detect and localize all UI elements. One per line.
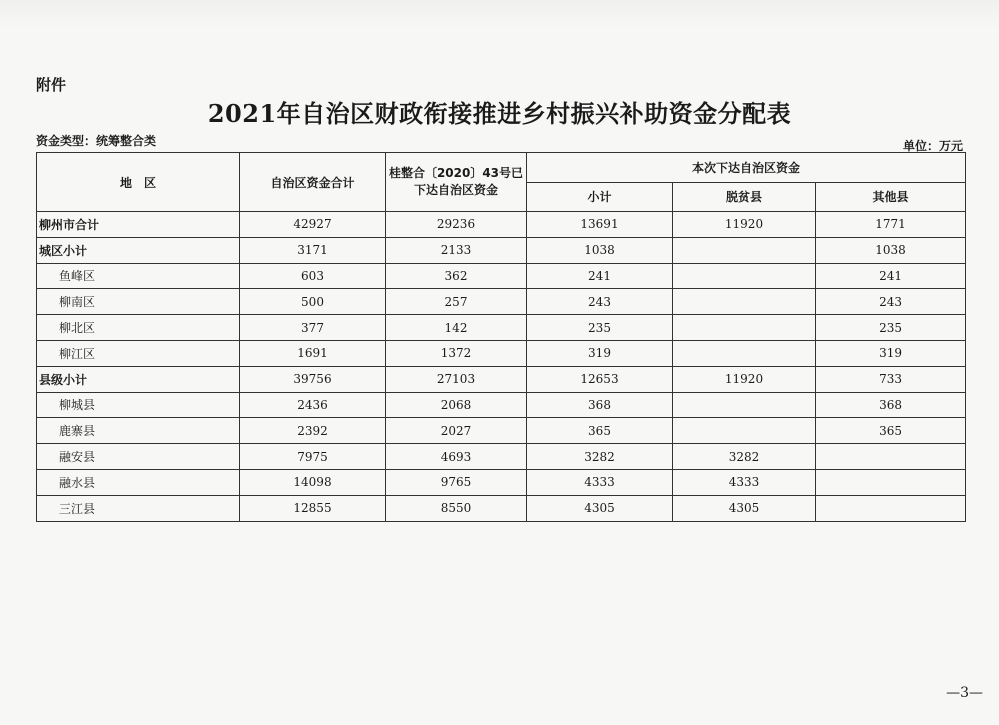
cell-area: 柳南区 (37, 289, 240, 315)
cell-poverty (673, 315, 816, 341)
cell-issued: 2133 (386, 237, 527, 263)
cell-subtotal: 4333 (527, 469, 673, 495)
cell-total: 12855 (240, 495, 386, 521)
cell-poverty: 11920 (673, 366, 816, 392)
cell-issued: 2027 (386, 418, 527, 444)
cell-area: 鱼峰区 (37, 263, 240, 289)
allocation-table (36, 152, 966, 522)
cell-total: 39756 (240, 366, 386, 392)
cell-subtotal: 235 (527, 315, 673, 341)
cell-issued: 27103 (386, 366, 527, 392)
cell-total: 14098 (240, 469, 386, 495)
cell-subtotal: 368 (527, 392, 673, 418)
table-row (37, 392, 966, 418)
cell-area: 鹿寨县 (37, 418, 240, 444)
cell-other (816, 444, 966, 470)
table-row (37, 315, 966, 341)
cell-total: 2392 (240, 418, 386, 444)
cell-poverty (673, 418, 816, 444)
cell-area: 柳州市合计 (37, 212, 240, 238)
header-subtotal: 小计 (527, 182, 673, 212)
cell-total: 3171 (240, 237, 386, 263)
cell-area: 柳城县 (37, 392, 240, 418)
cell-area: 融水县 (37, 469, 240, 495)
cell-total: 377 (240, 315, 386, 341)
header-total: 自治区资金合计 (240, 153, 386, 212)
cell-total: 42927 (240, 212, 386, 238)
unit-label: 单位：万元 (902, 139, 963, 153)
cell-area: 柳江区 (37, 340, 240, 366)
cell-subtotal: 13691 (527, 212, 673, 238)
cell-issued: 1372 (386, 340, 527, 366)
cell-area: 城区小计 (37, 237, 240, 263)
table-row (37, 366, 966, 392)
table-row (37, 212, 966, 238)
header-issued: 桂整合〔2020〕43号已下达自治区资金 (386, 153, 527, 212)
cell-issued: 142 (386, 315, 527, 341)
cell-total: 7975 (240, 444, 386, 470)
cell-subtotal: 319 (527, 340, 673, 366)
cell-area: 三江县 (37, 495, 240, 521)
fund-type-label: 资金类型：统筹整合类 (36, 134, 157, 148)
cell-subtotal: 3282 (527, 444, 673, 470)
cell-poverty (673, 340, 816, 366)
cell-other: 235 (816, 315, 966, 341)
cell-total: 1691 (240, 340, 386, 366)
table-row (37, 289, 966, 315)
cell-other: 1771 (816, 212, 966, 238)
cell-other: 319 (816, 340, 966, 366)
cell-issued: 8550 (386, 495, 527, 521)
header-other: 其他县 (816, 182, 966, 212)
header-area: 地 区 (37, 153, 240, 212)
cell-other (816, 469, 966, 495)
cell-poverty (673, 392, 816, 418)
cell-subtotal: 4305 (527, 495, 673, 521)
cell-issued: 9765 (386, 469, 527, 495)
header-this-batch: 本次下达自治区资金 (527, 153, 966, 183)
cell-issued: 257 (386, 289, 527, 315)
cell-poverty: 11920 (673, 212, 816, 238)
table-row (37, 444, 966, 470)
cell-subtotal: 12653 (527, 366, 673, 392)
cell-area: 融安县 (37, 444, 240, 470)
cell-other: 368 (816, 392, 966, 418)
cell-total: 603 (240, 263, 386, 289)
cell-subtotal: 1038 (527, 237, 673, 263)
cell-other: 733 (816, 366, 966, 392)
cell-poverty: 4333 (673, 469, 816, 495)
table-row (37, 237, 966, 263)
header-poverty: 脱贫县 (673, 182, 816, 212)
table-row (37, 469, 966, 495)
table-row (37, 495, 966, 521)
cell-issued: 2068 (386, 392, 527, 418)
cell-issued: 4693 (386, 444, 527, 470)
cell-other: 1038 (816, 237, 966, 263)
document-title: 2021年自治区财政衔接推进乡村振兴补助资金分配表 (207, 99, 792, 128)
scan-top-band (0, 0, 999, 28)
cell-total: 2436 (240, 392, 386, 418)
cell-subtotal: 243 (527, 289, 673, 315)
cell-poverty: 3282 (673, 444, 816, 470)
cell-area: 柳北区 (37, 315, 240, 341)
attachment-label: 附件 (36, 76, 67, 94)
cell-issued: 29236 (386, 212, 527, 238)
cell-poverty (673, 263, 816, 289)
cell-poverty (673, 289, 816, 315)
table-row (37, 263, 966, 289)
cell-poverty: 4305 (673, 495, 816, 521)
cell-total: 500 (240, 289, 386, 315)
cell-poverty (673, 237, 816, 263)
cell-area: 县级小计 (37, 366, 240, 392)
table-row (37, 418, 966, 444)
table-body (37, 212, 966, 522)
cell-issued: 362 (386, 263, 527, 289)
cell-other: 241 (816, 263, 966, 289)
cell-subtotal: 365 (527, 418, 673, 444)
table-row (37, 340, 966, 366)
cell-other (816, 495, 966, 521)
cell-subtotal: 241 (527, 263, 673, 289)
page-number: —3— (946, 685, 983, 701)
cell-other: 243 (816, 289, 966, 315)
cell-other: 365 (816, 418, 966, 444)
